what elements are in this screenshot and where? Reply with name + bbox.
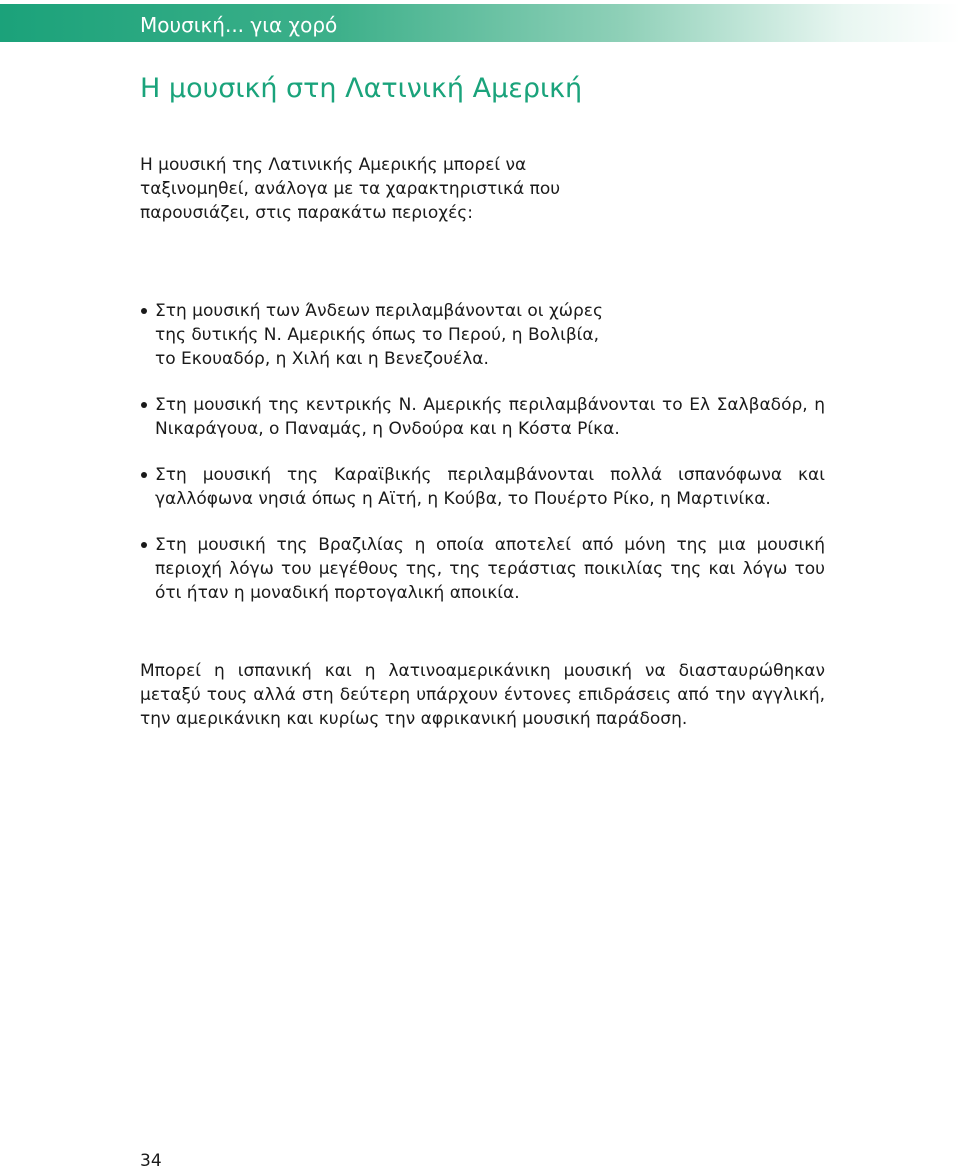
page-title: Η μουσική στη Λατινική Αμερική — [140, 73, 583, 104]
list-item: Στη μουσική της κεντρικής Ν. Αμερικής περιλαμβάνονται το Ελ Σαλβαδόρ, η Νικαράγουα, ο Παναμάς, η Ονδούρα και η Κόστα Ρίκα. — [140, 393, 825, 441]
regions-list — [140, 299, 825, 605]
section-header-band — [0, 4, 960, 42]
list-item: Στη μουσική των Άνδεων περιλαμβάνονται οι χώρες της δυτικής Ν. Αμερικής όπως το Περού, η Βολιβία, το Εκουαδόρ, η Χιλή και η Βενεζουέλα. — [140, 299, 625, 371]
page-number: 34 — [140, 1151, 162, 1171]
section-header-title: Μουσική... για χορό — [140, 13, 338, 37]
conclusion-paragraph: Μπορεί η ισπανική και η λατινοαμερικάνικη μουσική να διασταυρώθηκαν μεταξύ τους αλλά στη δεύτερη υπάρχουν έντονες επιδράσεις από την αγγλική, την αμερικάνικη και κυρίως την αφρικανική μουσική παράδοση. — [140, 661, 825, 729]
intro-paragraph: Η μουσική της Λατινικής Αμερικής μπορεί να ταξινομηθεί, ανάλογα με τα χαρακτηριστικά που παρουσιάζει, στις παρακάτω περιοχές: — [140, 155, 561, 223]
list-item: Στη μουσική της Καραϊβικής περιλαμβάνονται πολλά ισπανόφωνα και γαλλόφωνα νησιά όπως η Αϊτή, η Κούβα, το Πουέρτο Ρίκο, η Μαρτινίκα. — [140, 463, 825, 511]
list-item: Στη μουσική της Βραζιλίας η οποία αποτελεί από μόνη της μια μουσική περιοχή λόγω του μεγέθους της, της τεράστιας ποικιλίας της και λόγω του ότι ήταν η μοναδική πορτογαλική αποικία. — [140, 533, 825, 605]
